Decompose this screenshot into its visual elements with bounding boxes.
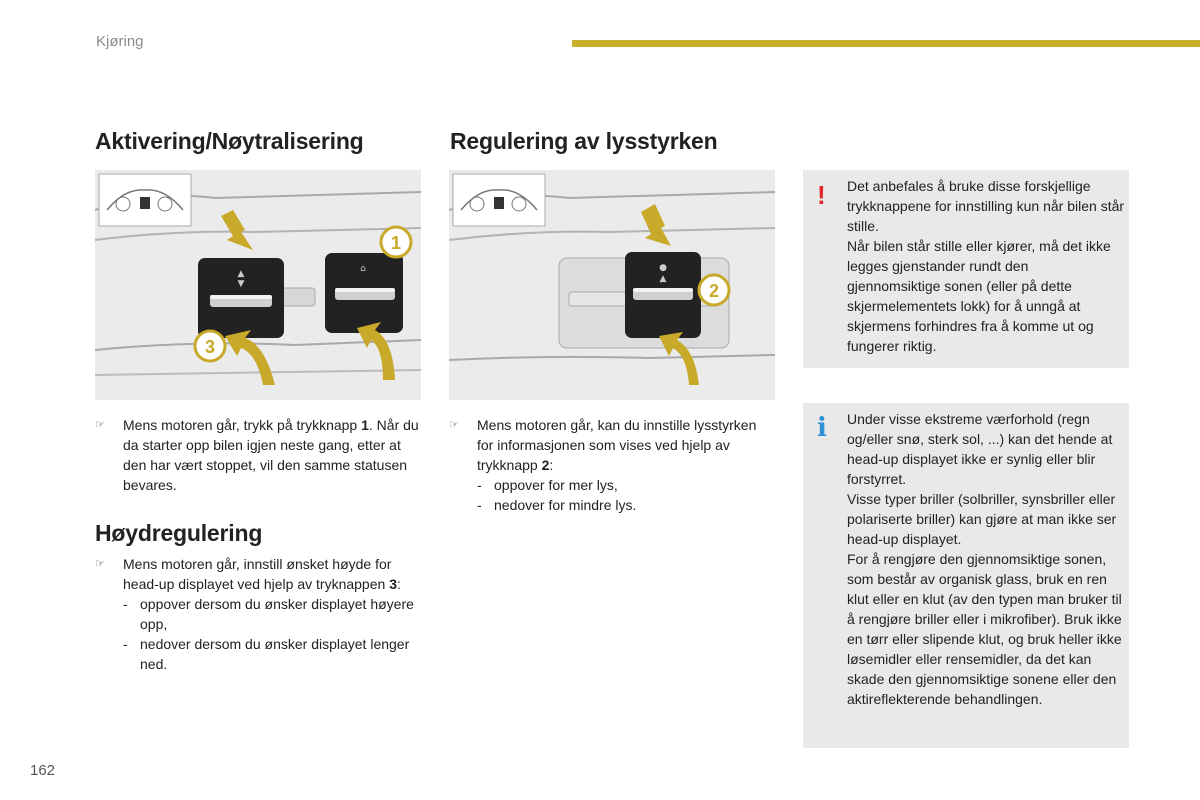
- height-bullet: ☞ Mens motoren går, innstill ønsket høyde for head-up displayet ved hjelp av tryknappen 3:: [95, 556, 401, 592]
- svg-text:1: 1: [390, 233, 402, 253]
- bullet-icon: ☞: [95, 558, 105, 570]
- brightness-heading: Regulering av lysstyrken: [450, 128, 718, 154]
- activation-bullet: ☞ Mens motoren går, trykk på trykknapp 1. Når du da starter opp bilen igjen neste gang, etter at den har vært stoppet, vil den samme statusen bevares.: [95, 417, 419, 493]
- callout-2: [699, 275, 729, 305]
- svg-text:▲: ▲: [237, 269, 245, 279]
- inset-thumbnail: [99, 174, 191, 226]
- brightness-illustration: [449, 170, 775, 400]
- height-heading: Høydregulering: [95, 520, 263, 546]
- section-label: Kjøring: [96, 33, 144, 50]
- header-accent-bar: [572, 40, 1200, 47]
- svg-text:●: ●: [659, 263, 667, 273]
- svg-text:▲: ▲: [659, 274, 667, 284]
- list-item: - nedover for mindre lys.: [477, 497, 637, 513]
- list-item: - oppover dersom du ønsker displayet høyere opp,: [123, 596, 414, 632]
- svg-text:3: 3: [204, 337, 216, 357]
- height-instructions: [95, 554, 425, 674]
- warning-text: Det anbefales å bruke disse forskjellige trykknappene for innstilling kun når bilen står stille. Når bilen står stille eller kjører, må det ikke legges gjenstander rundt den gjennomsiktige sonen (eller på dette skjermelementets lokk) for å unngå at skjermens forhindres fra å komme ut og fungerer riktig.: [847, 178, 1125, 354]
- callout-1: [381, 227, 411, 257]
- activation-instructions: [95, 415, 421, 495]
- callout-3: [195, 331, 225, 361]
- warning-box: [803, 170, 1129, 368]
- list-item: - oppover for mer lys,: [477, 477, 618, 493]
- info-text: Under visse ekstreme værforhold (regn og/eller snø, sterk sol, ...) kan det hende at head-up displayet ikke er synlig eller blir forstyrret. Visse typer briller (solbriller, synsbriller eller polariserte briller) kan gjøre at man ikke ser head-up displayet. For å rengjøre den gjennomsiktige sonen, som består av organisk glass, bruk en ren klut eller en klut (av den typen man bruker til å rengjøre briller eller i mikrofiber). Bruk ikke en tørr eller slipende klut, og bruk heller ikke løsemidler eller rensemidler, da det kan skade den gjennomsiktige sonene eller den aktireflekterende behandlingen.: [847, 411, 1122, 707]
- bullet-icon: ☞: [95, 419, 105, 431]
- info-icon: i: [817, 413, 827, 443]
- svg-text:▼: ▼: [237, 279, 245, 289]
- bullet-icon: ☞: [449, 419, 459, 431]
- svg-text:⌂: ⌂: [360, 264, 366, 274]
- brightness-bullet: ☞ Mens motoren går, kan du innstille lysstyrken for informasjonen som vises ved hjelp av trykknapp 2:: [449, 417, 757, 473]
- list-item: - nedover dersom du ønsker displayet lenger ned.: [123, 636, 410, 672]
- page-number: 162: [30, 762, 56, 779]
- inset-thumbnail: [453, 174, 545, 226]
- info-box: [803, 403, 1129, 748]
- brightness-instructions: [449, 415, 775, 515]
- activation-heading: Aktivering/Nøytralisering: [95, 128, 364, 154]
- activation-illustration: [95, 170, 421, 400]
- exclamation-icon: !: [817, 180, 826, 210]
- svg-text:2: 2: [708, 281, 720, 301]
